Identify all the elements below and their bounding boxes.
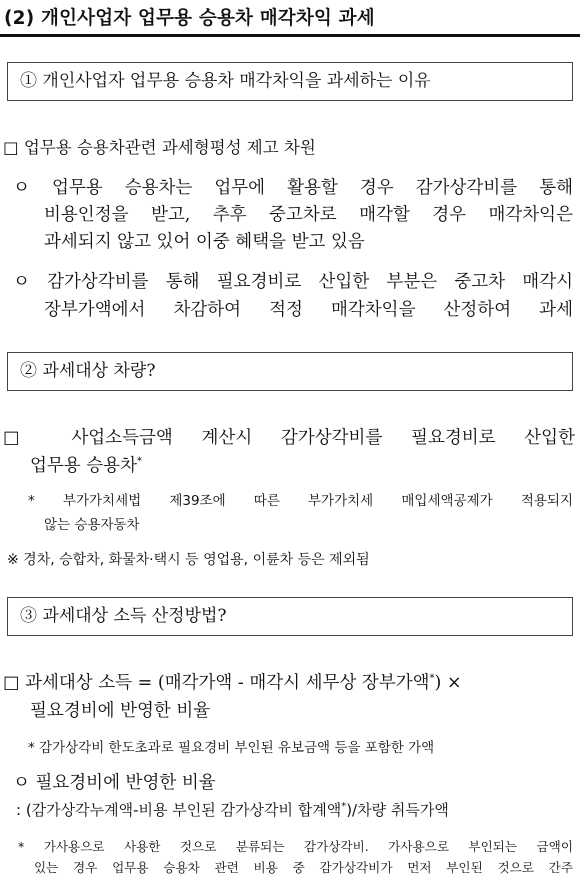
footnote-marker: * bbox=[137, 456, 142, 468]
footnote-marker: * bbox=[429, 673, 435, 685]
footnote-line: * 부가가치세법 제39조에 따른 부가가치세 매입세액공제가 적용되지 bbox=[28, 493, 573, 509]
square-item-continuation bbox=[30, 452, 142, 477]
ratio-formula bbox=[16, 799, 449, 820]
ratio-text: )/차량 취득가액 bbox=[346, 801, 449, 819]
bullet-line: ㅇ 감가상각비를 통해 필요경비로 산입한 부분은 중고차 매각시 bbox=[13, 272, 573, 292]
footnote-line: 있는 경우 업무용 승용차 관련 비용 중 감가상각비가 먼저 부인된 것으로 간주 bbox=[34, 860, 573, 875]
footnote-line: 않는 승용자동차 bbox=[44, 517, 140, 533]
formula-line bbox=[3, 669, 462, 694]
section-header-text: ② 과세대상 차량? bbox=[20, 361, 156, 381]
section-header-text: ① 개인사업자 업무용 승용차 매각차익을 과세하는 이유 bbox=[20, 71, 431, 91]
bullet-line: 장부가액에서 차감하여 적정 매각차익을 산정하여 과세 bbox=[44, 300, 573, 320]
ratio-text: : (감가상각누계액-비용 부인된 감가상각비 합계액 bbox=[16, 801, 342, 819]
bullet-line: 비용인정을 받고, 추후 중고차로 매각할 경우 매각차익은 bbox=[44, 205, 573, 225]
bullet-line: 과세되지 않고 있어 이중 혜택을 받고 있음 bbox=[44, 232, 365, 252]
footnote-marker: * bbox=[341, 801, 347, 812]
section-header-box bbox=[7, 597, 573, 636]
note-line: ※ 경차, 승합차, 화물차·택시 등 영업용, 이륜차 등은 제외됨 bbox=[7, 552, 370, 568]
formula-line: 필요경비에 반영한 비율 bbox=[30, 701, 211, 721]
bullet-line: ㅇ 업무용 승용차는 업무에 활용할 경우 감가상각비를 통해 bbox=[13, 178, 573, 198]
square-item: □ 사업소득금액 계산시 감가상각비를 필요경비로 산입한 bbox=[3, 428, 575, 448]
section-header-box bbox=[7, 62, 573, 101]
title-underline bbox=[0, 34, 580, 37]
section-header-box bbox=[7, 352, 573, 391]
formula-text: □ 과세대상 소득 = (매각가액 - 매각시 세무상 장부가액 bbox=[3, 673, 430, 693]
square-item-text: 업무용 승용차 bbox=[30, 456, 137, 476]
bullet-line: ㅇ 필요경비에 반영한 비율 bbox=[13, 773, 216, 793]
section-header-text: ③ 과세대상 소득 산정방법? bbox=[20, 606, 227, 626]
page-title: (2) 개인사업자 업무용 승용차 매각차익 과세 bbox=[4, 8, 375, 29]
square-item: □ 업무용 승용차관련 과세형평성 제고 차원 bbox=[3, 138, 316, 157]
footnote-line: * 감가상각비 한도초과로 필요경비 부인된 유보금액 등을 포함한 가액 bbox=[28, 740, 435, 756]
footnote-line: * 가사용으로 사용한 것으로 분류되는 감가상각비. 가사용으로 부인되는 금액이 bbox=[18, 839, 573, 854]
formula-text: ) × bbox=[434, 673, 462, 693]
